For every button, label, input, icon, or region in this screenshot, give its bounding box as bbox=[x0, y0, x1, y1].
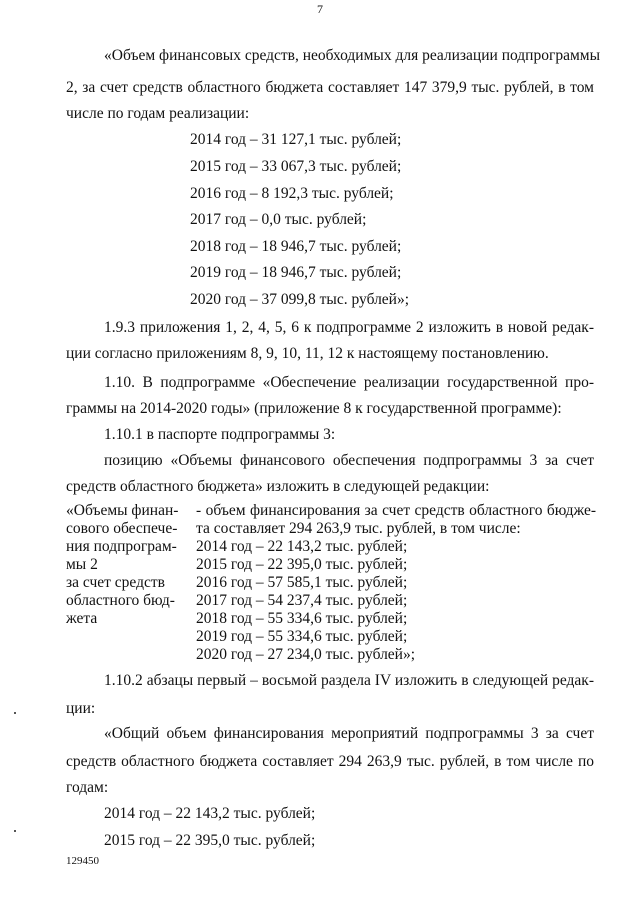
year-line: 2016 год – 8 192,3 тыс. рублей; bbox=[190, 185, 394, 202]
table-left-line: ния подпрограм- bbox=[66, 538, 177, 555]
paragraph-1-line-3: числе по годам реализации: bbox=[66, 105, 250, 122]
item-1-9-3-line-2: ции согласно приложениям 8, 9, 10, 11, 12 к настоящему постановлению. bbox=[66, 345, 549, 362]
table-left-line: за счет средств bbox=[66, 574, 165, 591]
table-right-line: 2019 год – 55 334,6 тыс. рублей; bbox=[196, 628, 408, 645]
document-code: 129450 bbox=[66, 855, 99, 867]
table-right-line: 2015 год – 22 395,0 тыс. рублей; bbox=[196, 556, 408, 573]
year-line: 2015 год – 22 395,0 тыс. рублей; bbox=[104, 832, 316, 849]
table-left-line: сового обеспече- bbox=[66, 520, 178, 537]
table-left-line: жета bbox=[66, 610, 98, 627]
item-1-10-2-line-1: 1.10.2 абзацы первый – восьмой раздела IV изложить в следующей редак- bbox=[104, 672, 594, 689]
table-right-cell bbox=[196, 502, 596, 664]
table-right-line: - объем финансирования за счет средств областного бюдже- bbox=[196, 502, 596, 519]
table-right-line: 2018 год – 55 334,6 тыс. рублей; bbox=[196, 610, 408, 627]
table-right-line: 2017 год – 54 237,4 тыс. рублей; bbox=[196, 592, 408, 609]
table-left-line: областного бюд- bbox=[66, 592, 175, 609]
item-1-10-line-2: граммы на 2014-2020 годы» (приложение 8 к государственной программе): bbox=[66, 400, 562, 417]
item-1-10-1: 1.10.1 в паспорте подпрограммы 3: bbox=[104, 426, 336, 443]
year-line: 2014 год – 31 127,1 тыс. рублей; bbox=[190, 131, 402, 148]
scan-speck bbox=[14, 712, 16, 714]
year-line: 2020 год – 37 099,8 тыс. рублей»; bbox=[190, 291, 410, 308]
table-right-line: 2020 год – 27 234,0 тыс. рублей»; bbox=[196, 646, 416, 663]
year-line: 2019 год – 18 946,7 тыс. рублей; bbox=[190, 264, 402, 281]
total-paragraph-line-1: «Общий объем финансирования мероприятий подпрограммы 3 за счет bbox=[104, 725, 594, 742]
year-line: 2014 год – 22 143,2 тыс. рублей; bbox=[104, 805, 316, 822]
item-1-10-line-1: 1.10. В подпрограмме «Обеспечение реализации государственной про- bbox=[104, 374, 594, 391]
scan-speck bbox=[14, 830, 16, 832]
paragraph-1-line-2: 2, за счет средств областного бюджета составляет 147 379,9 тыс. рублей, в том bbox=[66, 79, 594, 96]
table-left-line: «Объемы финан- bbox=[66, 502, 179, 519]
table-left-cell bbox=[66, 502, 206, 628]
table-right-line: 2014 год – 22 143,2 тыс. рублей; bbox=[196, 538, 408, 555]
year-line: 2018 год – 18 946,7 тыс. рублей; bbox=[190, 238, 402, 255]
page-number: 7 bbox=[317, 2, 323, 16]
total-paragraph-line-2: средств областного бюджета составляет 294 263,9 тыс. рублей, в том числе по bbox=[66, 753, 594, 770]
position-text-line-2: средств областного бюджета» изложить в следующей редакции: bbox=[66, 478, 490, 495]
item-1-9-3-line-1: 1.9.3 приложения 1, 2, 4, 5, 6 к подпрограмме 2 изложить в новой редак- bbox=[104, 319, 594, 336]
total-paragraph-line-3: годам: bbox=[66, 779, 109, 796]
table-left-line: мы 2 bbox=[66, 556, 98, 573]
item-1-10-2-line-2: ции: bbox=[66, 700, 96, 717]
year-line: 2017 год – 0,0 тыс. рублей; bbox=[190, 211, 367, 228]
year-line: 2015 год – 33 067,3 тыс. рублей; bbox=[190, 158, 402, 175]
table-right-line: та составляет 294 263,9 тыс. рублей, в том числе: bbox=[196, 520, 521, 537]
paragraph-1-line-1: «Объем финансовых средств, необходимых для реализации подпрограммы bbox=[104, 47, 600, 64]
table-right-line: 2016 год – 57 585,1 тыс. рублей; bbox=[196, 574, 408, 591]
position-text-line-1: позицию «Объемы финансового обеспечения подпрограммы 3 за счет bbox=[104, 452, 594, 469]
